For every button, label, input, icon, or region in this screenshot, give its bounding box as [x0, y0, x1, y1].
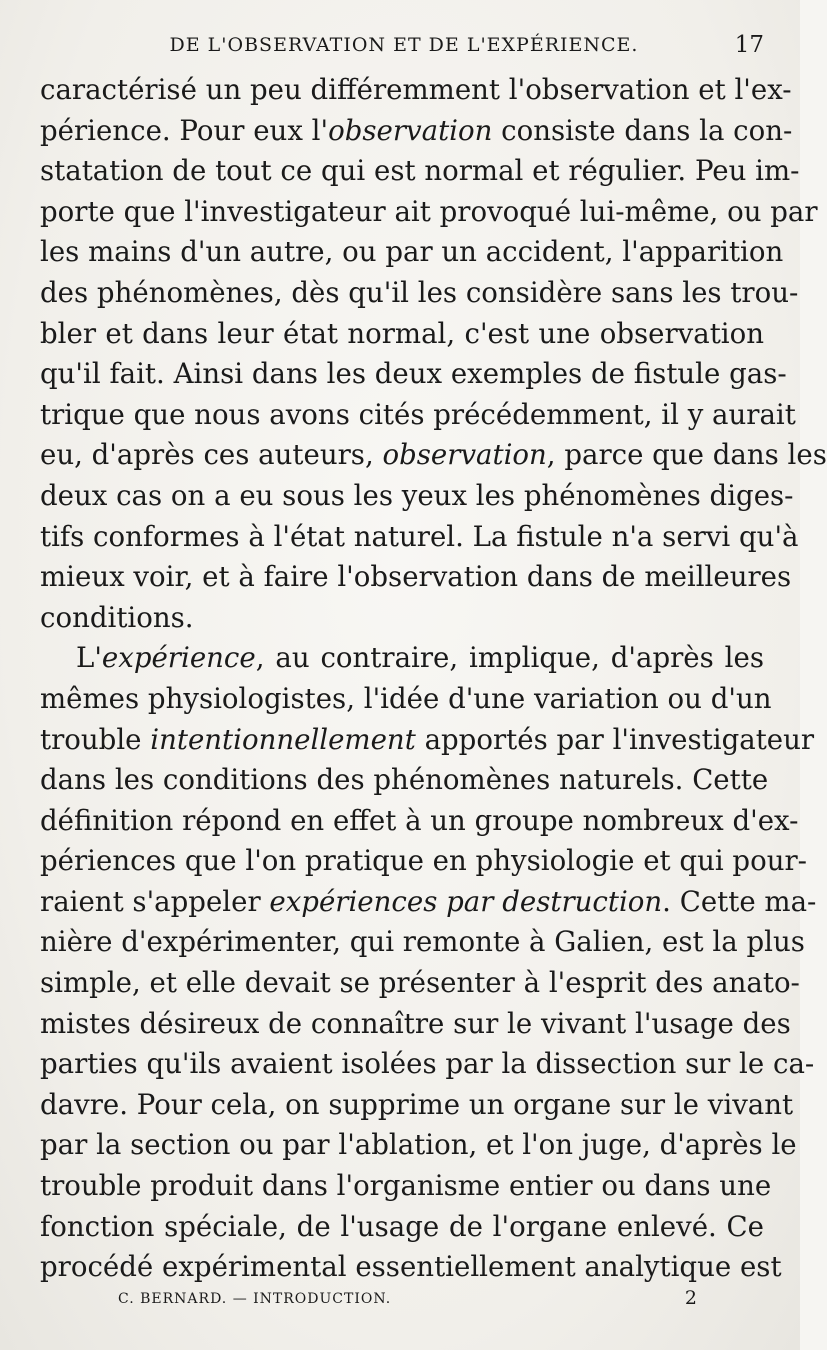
text-line: caractérisé un peu différemment l'observation et l'ex-: [40, 73, 792, 106]
text-line: mieux voir, et à faire l'observation dans de meilleures: [40, 560, 792, 594]
italic-term: expériences par destruction: [269, 884, 663, 918]
text-line: les mains d'un autre, ou par un accident, l'apparition: [40, 235, 784, 269]
italic-term: observation: [382, 438, 547, 472]
text-line: statation de tout ce qui est normal et régulier. Peu im-: [40, 154, 800, 188]
body-text: [40, 70, 827, 1288]
text-line: périences que l'on pratique en physiologie et qui pour-: [40, 844, 807, 878]
page-number: 17: [734, 32, 764, 58]
text-line: qu'il fait. Ainsi dans les deux exemples de fistule gas-: [40, 357, 787, 391]
italic-term: intentionnellement: [150, 722, 416, 756]
text-line: davre. Pour cela, on supprime un organe sur le vivant: [40, 1087, 794, 1121]
sheet-number: 2: [684, 1287, 698, 1309]
text-line: dans les conditions des phénomènes naturels. Cette: [40, 763, 769, 797]
running-head: [40, 32, 768, 62]
running-title: DE L'OBSERVATION ET DE L'EXPÉRIENCE.: [169, 34, 639, 56]
text-line: conditions.: [40, 600, 194, 634]
text-line: simple, et elle devait se présenter à l'esprit des anato-: [40, 966, 800, 1000]
text-line: trouble intentionnellement apportés par l'investigateur: [40, 722, 815, 756]
text-line: parties qu'ils avaient isolées par la dissection sur le ca-: [40, 1047, 815, 1081]
italic-term: expérience: [101, 641, 256, 675]
text-line: périence. Pour eux l'observation consiste dans la con-: [40, 113, 793, 147]
text-line: eu, d'après ces auteurs, observation, parce que dans les: [40, 438, 827, 472]
text-line: fonction spéciale, de l'usage de l'organe enlevé. Ce: [40, 1209, 764, 1243]
text-line: mistes désireux de connaître sur le vivant l'usage des: [40, 1006, 791, 1040]
text-line: porte que l'investigateur ait provoqué lui-même, ou par: [40, 194, 818, 228]
text-line: raient s'appeler expériences par destruction. Cette ma-: [40, 884, 817, 918]
text-line: L'expérience, au contraire, implique, d'après les: [76, 641, 764, 675]
text-line: procédé expérimental essentiellement analytique est: [40, 1250, 782, 1284]
text-line: mêmes physiologistes, l'idée d'une variation ou d'un: [40, 681, 772, 715]
text-line: trique que nous avons cités précédemment, il y aurait: [40, 397, 796, 431]
text-line: tifs conformes à l'état naturel. La fistule n'a servi qu'à: [40, 519, 799, 553]
italic-term: observation: [328, 113, 493, 147]
text-line: nière d'expérimenter, qui remonte à Galien, est la plus: [40, 925, 805, 959]
text-line: deux cas on a eu sous les yeux les phénomènes diges-: [40, 478, 794, 512]
text-line: par la section ou par l'ablation, et l'on juge, d'après le: [40, 1128, 797, 1162]
text-line: bler et dans leur état normal, c'est une observation: [40, 316, 764, 350]
text-line: des phénomènes, dès qu'il les considère sans les trou-: [40, 275, 799, 309]
text-line: trouble produit dans l'organisme entier ou dans une: [40, 1169, 772, 1203]
signature-mark: C. BERNARD. — INTRODUCTION.: [118, 1291, 392, 1307]
page-footer: [118, 1287, 698, 1311]
text-line: définition répond en effet à un groupe nombreux d'ex-: [40, 803, 799, 837]
